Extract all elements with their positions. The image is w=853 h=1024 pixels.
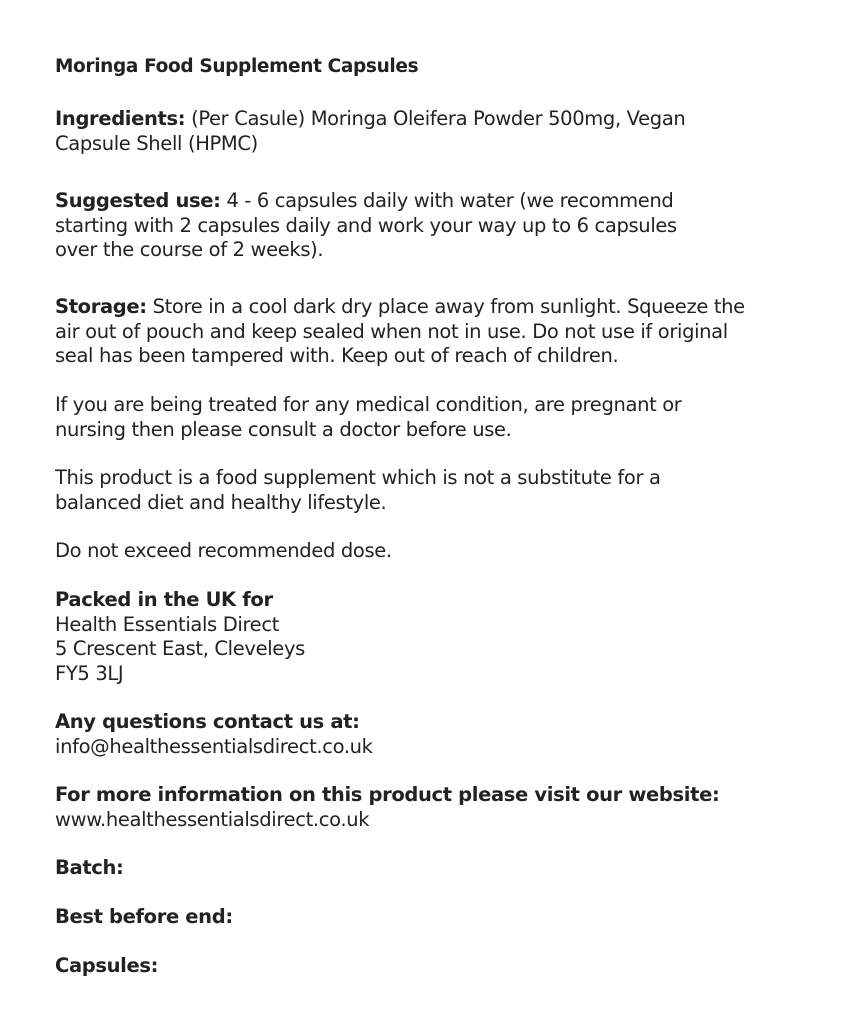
suggested-use-text-3: over the course of 2 weeks). xyxy=(55,238,324,261)
ingredients-text-2: Capsule Shell (HPMC) xyxy=(55,131,258,155)
capsules-field: Capsules: xyxy=(55,954,159,977)
packer-heading: Packed in the UK for xyxy=(55,588,273,611)
storage-text-3: seal has been tampered with. Keep out of reach of children. xyxy=(55,344,619,367)
best-before-field: Best before end: xyxy=(55,905,233,928)
suggested-use-text-2: starting with 2 capsules daily and work your way up to 6 capsules xyxy=(55,213,677,237)
contact-heading: Any questions contact us at: xyxy=(55,710,360,733)
packer-address xyxy=(55,588,815,686)
suggested-use-text: 4 - 6 capsules daily with water (we recommend xyxy=(220,189,674,212)
storage-text: Store in a cool dark dry place away from sunlight. Squeeze the xyxy=(146,295,745,318)
dose-warning: Do not exceed recommended dose. xyxy=(55,539,392,562)
storage-text-2: air out of pouch and keep sealed when not in use. Do not use if original xyxy=(55,319,728,343)
contact-email: info@healthessentialsdirect.co.uk xyxy=(55,734,373,758)
batch-field: Batch: xyxy=(55,856,124,879)
medical-advice: If you are being treated for any medical condition, are pregnant or nursing then please consult a doctor before use. xyxy=(55,393,682,441)
ingredients-section xyxy=(55,107,815,156)
suggested-use-section xyxy=(55,189,815,263)
website-section xyxy=(55,783,815,832)
suggested-use-heading: Suggested use: xyxy=(55,189,221,212)
website-url: www.healthessentialsdirect.co.uk xyxy=(55,807,370,831)
street-address: 5 Crescent East, Cleveleys xyxy=(55,637,305,660)
supplement-disclaimer: This product is a food supplement which is not a substitute for a balanced diet and healthy lifestyle. xyxy=(55,466,661,514)
ingredients-text: (Per Casule) Moringa Oleifera Powder 500mg, Vegan xyxy=(185,107,686,130)
contact-section xyxy=(55,710,815,759)
company-name: Health Essentials Direct xyxy=(55,612,280,636)
ingredients-heading: Ingredients: xyxy=(55,107,186,130)
postcode: FY5 3LJ xyxy=(55,661,124,685)
website-heading: For more information on this product please visit our website: xyxy=(55,783,720,806)
storage-section xyxy=(55,295,815,369)
storage-heading: Storage: xyxy=(55,295,147,318)
product-title: Moringa Food Supplement Capsules xyxy=(55,56,419,77)
